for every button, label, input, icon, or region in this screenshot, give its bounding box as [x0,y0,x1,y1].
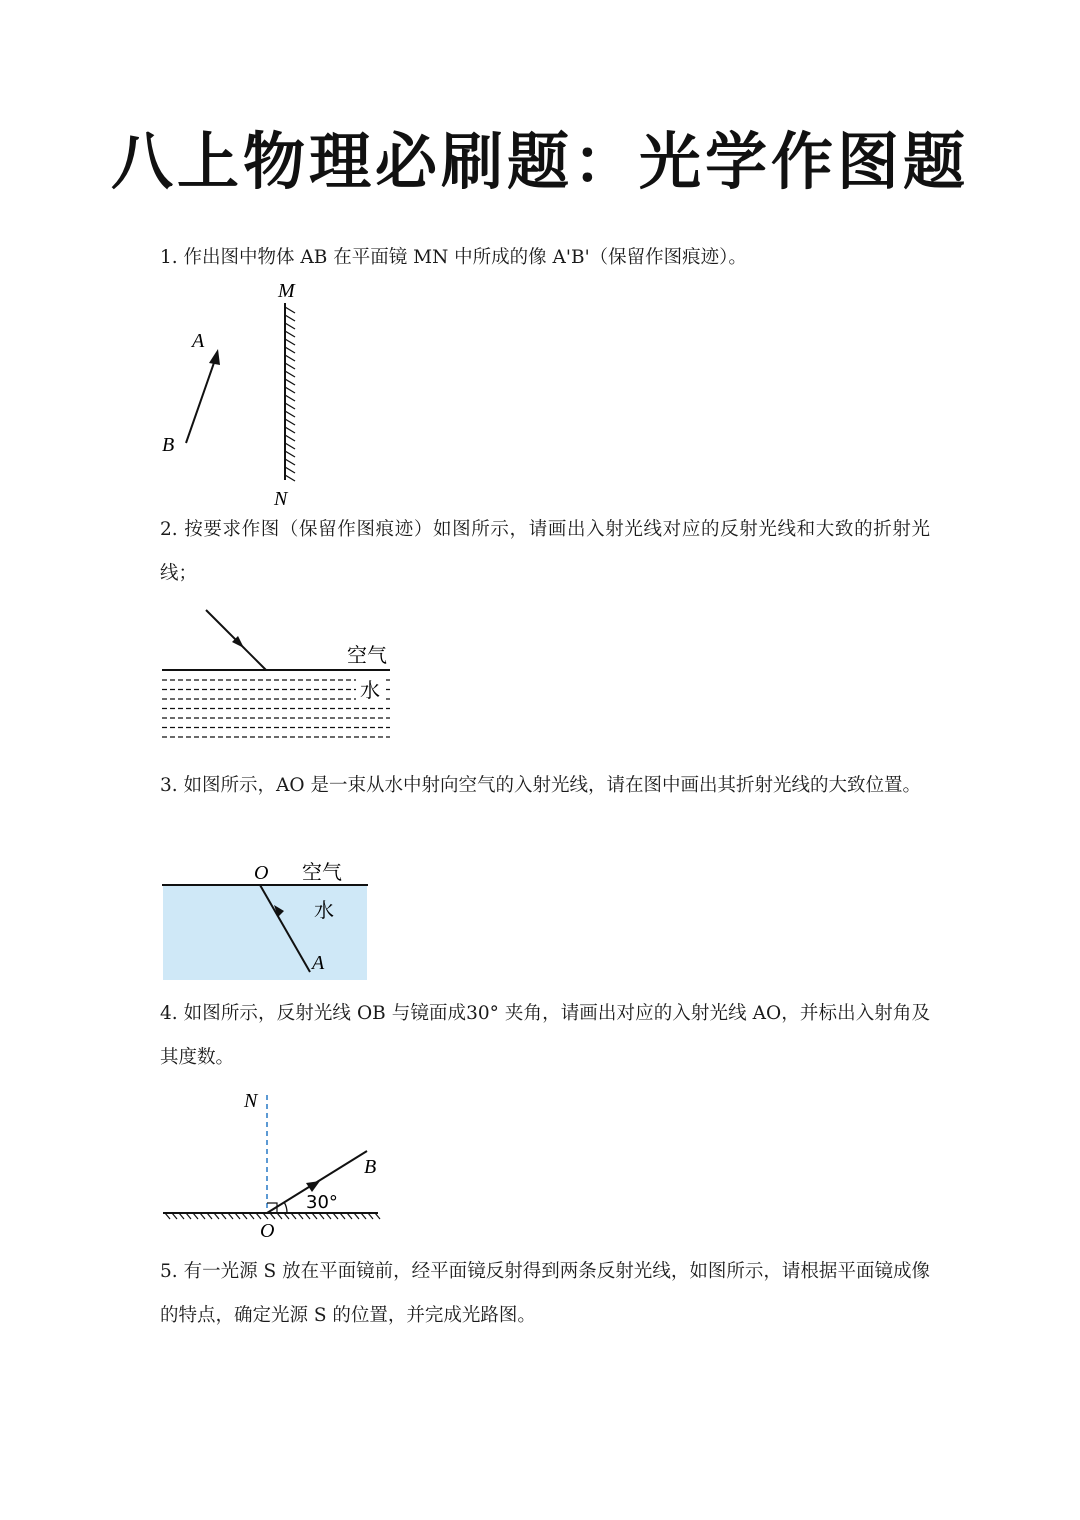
question-text: 作出图中物体 AB 在平面镜 MN 中所成的像 A'B'（保留作图痕迹）。 [183,247,747,268]
question-number: 4. [160,1003,178,1024]
label-b: B [364,1156,377,1178]
question-2 [160,508,930,596]
question-text: 如图所示，反射光线 OB 与镜面成30° 夹角，请画出对应的入射光线 AO，并标出入射角及其度数。 [160,1003,930,1068]
water-region [163,885,367,980]
figure-3-water-to-air [160,855,375,985]
label-air: 空气 [302,860,342,884]
label-air: 空气 [347,643,387,667]
question-number: 5. [160,1261,178,1282]
label-n: N [244,1090,258,1112]
figure-4-reflection [160,1085,390,1245]
page-title: 八上物理必刷题：光学作图题 [110,125,969,198]
object-ab [186,357,216,443]
label-b: B [162,434,175,456]
label-water: 水 [314,898,334,922]
figure-1-plane-mirror [150,275,350,510]
question-number: 3. [160,775,178,796]
label-water: 水 [360,678,380,702]
question-1 [160,236,930,280]
label-n: N [274,488,288,510]
mirror-hatching [285,307,295,481]
angle-arc [284,1202,287,1213]
figure-2-air-water [160,600,400,755]
label-angle: 30° [306,1192,338,1213]
water-dashes [162,680,390,737]
question-3 [160,764,930,808]
label-m: M [278,280,295,302]
question-text: 有一光源 S 放在平面镜前，经平面镜反射得到两条反射光线，如图所示，请根据平面镜成像的特点，确定光源 S 的位置，并完成光路图。 [160,1261,930,1326]
question-text: 按要求作图（保留作图痕迹）如图所示，请画出入射光线对应的反射光线和大致的折射光线； [160,519,930,584]
question-number: 1. [160,247,178,268]
arrow-head-icon [209,349,220,365]
question-number: 2. [160,519,178,540]
question-text: 如图所示，AO 是一束从水中射向空气的入射光线，请在图中画出其折射光线的大致位置。 [183,775,921,796]
question-4 [160,992,930,1080]
label-o: O [254,862,269,884]
label-a: A [192,330,205,352]
label-a: A [312,952,325,974]
label-o: O [260,1220,275,1242]
question-5 [160,1250,930,1338]
